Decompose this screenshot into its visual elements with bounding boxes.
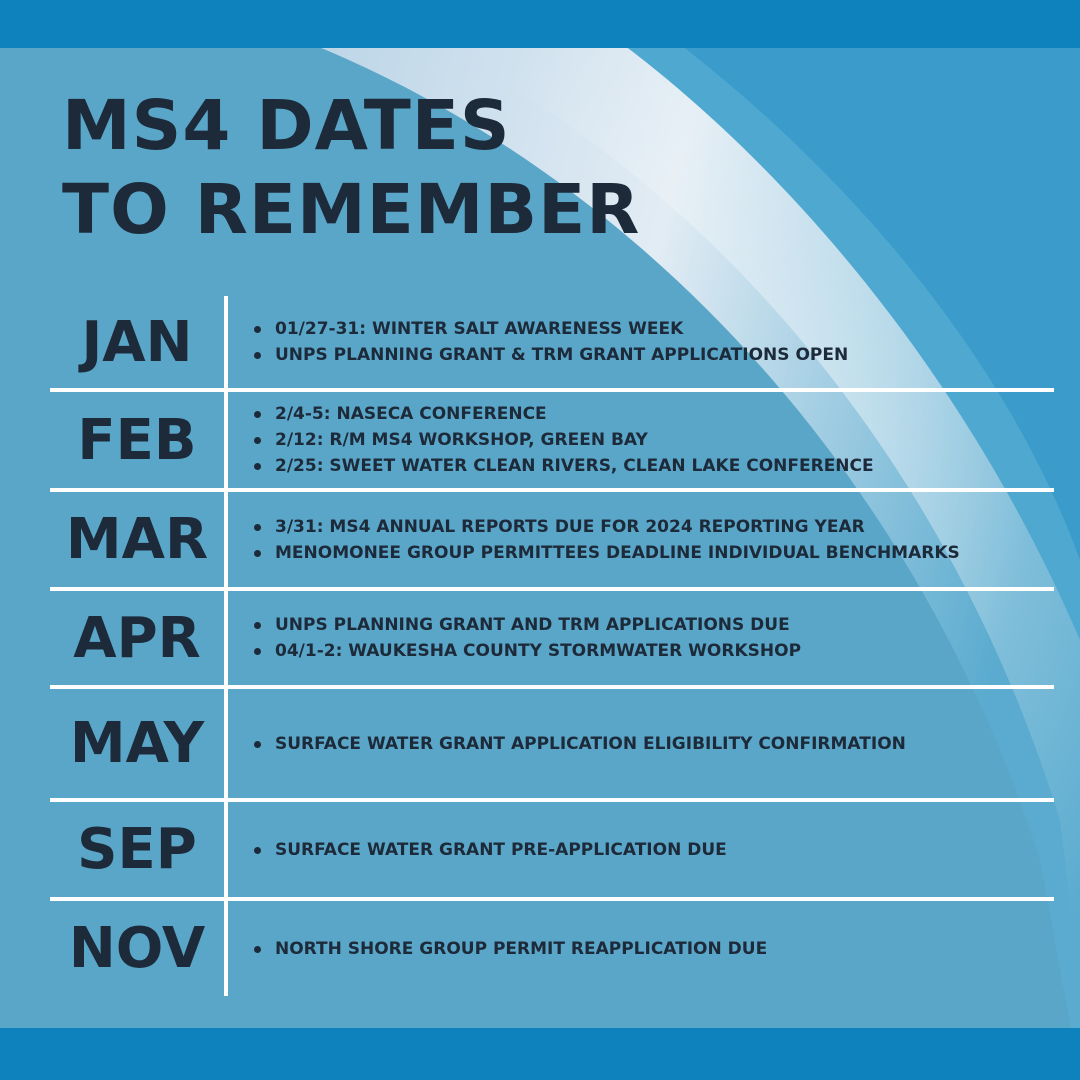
event-item: 2/12: R/M MS4 WORKSHOP, GREEN BAY bbox=[254, 427, 1054, 453]
event-list bbox=[254, 689, 1054, 798]
event-item: UNPS PLANNING GRANT & TRM GRANT APPLICATIONS OPEN bbox=[254, 342, 1054, 368]
event-list bbox=[254, 296, 1054, 388]
event-item: UNPS PLANNING GRANT AND TRM APPLICATIONS DUE bbox=[254, 612, 1054, 638]
month-label: MAY bbox=[69, 711, 205, 776]
bottom-band bbox=[0, 1028, 1080, 1080]
title-line-2: TO REMEMBER bbox=[62, 170, 641, 250]
top-band bbox=[0, 0, 1080, 48]
event-item: 3/31: MS4 ANNUAL REPORTS DUE FOR 2024 REPORTING YEAR bbox=[254, 514, 1054, 540]
month-label: FEB bbox=[77, 407, 197, 473]
event-item: SURFACE WATER GRANT PRE-APPLICATION DUE bbox=[254, 837, 1054, 863]
month-row-nov bbox=[50, 901, 1054, 996]
event-item: 01/27-31: WINTER SALT AWARENESS WEEK bbox=[254, 316, 1054, 342]
month-row-may bbox=[50, 689, 1054, 798]
month-label: APR bbox=[73, 605, 201, 671]
month-label: MAR bbox=[65, 507, 209, 572]
event-item: SURFACE WATER GRANT APPLICATION ELIGIBILITY CONFIRMATION bbox=[254, 731, 1054, 757]
month-row-sep bbox=[50, 802, 1054, 897]
month-row-feb bbox=[50, 392, 1054, 488]
event-item: 2/25: SWEET WATER CLEAN RIVERS, CLEAN LAKE CONFERENCE bbox=[254, 453, 1054, 479]
month-row-mar bbox=[50, 492, 1054, 587]
event-list bbox=[254, 392, 1054, 488]
page-title bbox=[62, 84, 640, 252]
title-line-1: MS4 DATES bbox=[62, 86, 511, 166]
event-list bbox=[254, 901, 1054, 996]
event-item: NORTH SHORE GROUP PERMIT REAPPLICATION DUE bbox=[254, 936, 1054, 962]
month-row-apr bbox=[50, 591, 1054, 685]
month-row-jan bbox=[50, 296, 1054, 388]
schedule-table bbox=[50, 296, 1054, 996]
event-item: 2/4-5: NASECA CONFERENCE bbox=[254, 401, 1054, 427]
month-label: JAN bbox=[81, 309, 193, 375]
event-item: 04/1-2: WAUKESHA COUNTY STORMWATER WORKSHOP bbox=[254, 638, 1054, 664]
month-label: NOV bbox=[68, 916, 206, 981]
month-label: SEP bbox=[77, 817, 197, 882]
event-list bbox=[254, 492, 1054, 587]
event-list bbox=[254, 802, 1054, 897]
event-list bbox=[254, 591, 1054, 685]
event-item: MENOMONEE GROUP PERMITTEES DEADLINE INDIVIDUAL BENCHMARKS bbox=[254, 540, 1054, 566]
